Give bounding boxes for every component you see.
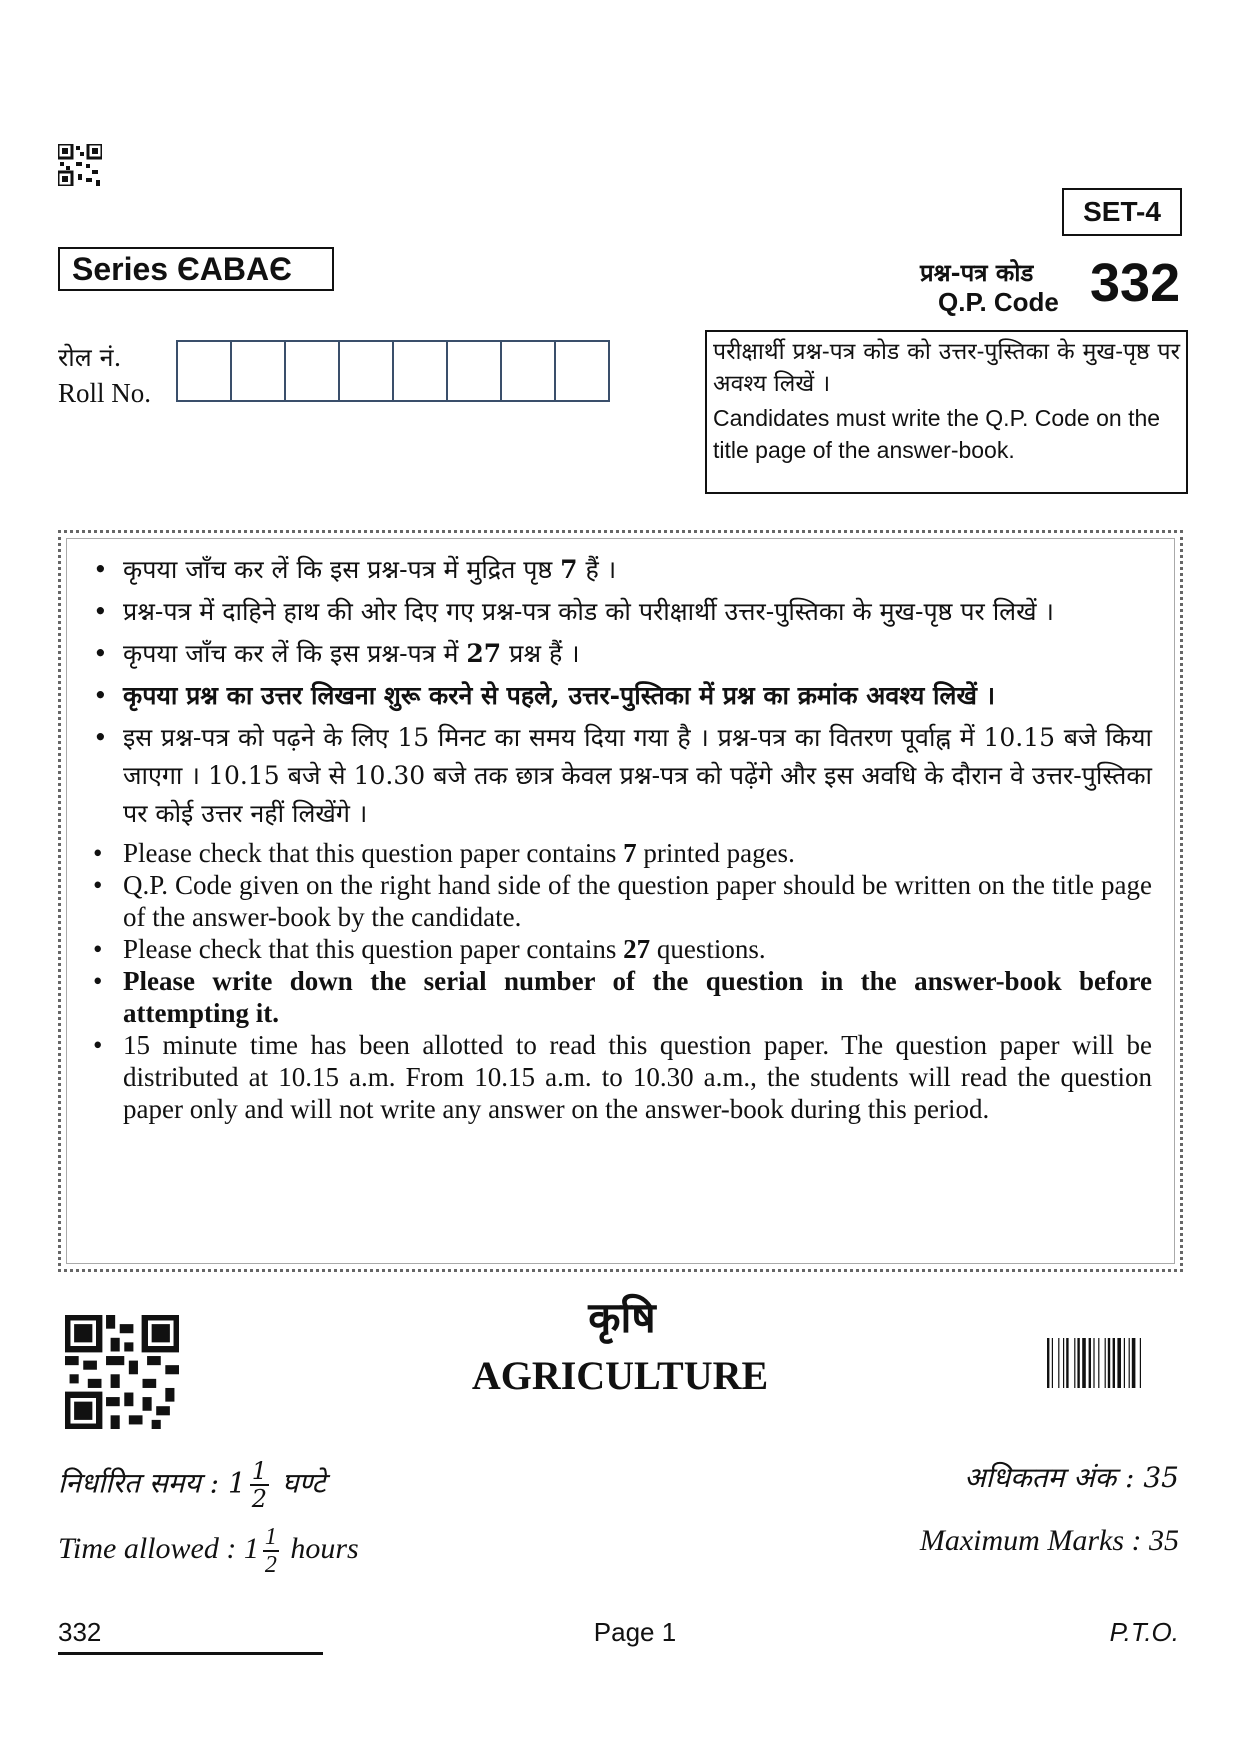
en-instruction-item xyxy=(87,869,1152,933)
barcode-bar xyxy=(1082,1338,1086,1388)
barcode-bar xyxy=(1129,1338,1130,1388)
barcode-bar xyxy=(1108,1338,1110,1388)
hi-instruction-text: 7 xyxy=(560,555,578,584)
subject-title-hindi: कृषि xyxy=(588,1293,656,1342)
hi-instruction-item xyxy=(87,551,1152,589)
roll-number-box[interactable] xyxy=(500,340,556,402)
barcode-bar xyxy=(1093,1338,1094,1388)
qp-code-number: 332 xyxy=(1090,253,1181,313)
en-instruction-item xyxy=(87,1029,1152,1125)
barcode-bar xyxy=(1098,1338,1099,1388)
qp-code-label-english: Q.P. Code xyxy=(938,287,1059,317)
hi-instruction-text: हैं । xyxy=(577,555,617,584)
qr-code-icon xyxy=(65,1315,179,1429)
hi-instruction-text: इस प्रश्न-पत्र को पढ़ने के लिए 15 मिनट का समय दिया गया है । प्रश्न-पत्र का वितरण पूर्वाह्न में 10.15 बजे किया जाएगा । 10.15 बजे से 10.30 बजे तक छात्र केवल प्रश्न-पत्र को पढ़ेंगे और इस अवधि के दौरान वे उत्तर-पुस्तिका पर कोई उत्तर नहीं लिखेंगे । xyxy=(123,723,1152,828)
roll-number-box[interactable] xyxy=(554,340,610,402)
en-instruction-text: questions. xyxy=(650,934,766,964)
time-label-hindi: निर्धारित समय : 1 xyxy=(58,1466,246,1500)
barcode-bar xyxy=(1105,1338,1106,1388)
hi-instruction-item xyxy=(87,593,1152,631)
footer-qp-code: 332 xyxy=(58,1617,102,1647)
roll-number-box[interactable] xyxy=(284,340,340,402)
en-instruction-text: Q.P. Code given on the right hand side of the question paper should be written on the title page of the answer-book by the candidate. xyxy=(123,870,1152,932)
barcode-bar xyxy=(1058,1338,1059,1388)
barcode-bar xyxy=(1052,1338,1053,1388)
en-instruction-item xyxy=(87,933,1152,965)
barcode-bar xyxy=(1089,1338,1091,1388)
hi-instruction-item xyxy=(87,719,1152,833)
roll-number-box[interactable] xyxy=(392,340,448,402)
barcode-bar xyxy=(1132,1338,1136,1388)
hi-instruction-text: कृपया प्रश्न का उत्तर लिखना शुरू करने से पहले, उत्तर-पुस्तिका में प्रश्न का क्रमांक अवश्य लिखें । xyxy=(123,681,996,710)
en-instruction-text: Please check that this question paper contains xyxy=(123,934,624,964)
roll-number-label-hindi: रोल नं. xyxy=(58,343,122,372)
barcode-bar xyxy=(1140,1338,1141,1388)
barcode-bar xyxy=(1074,1338,1075,1388)
set-number-box: SET-4 xyxy=(1062,188,1182,236)
barcode-bar xyxy=(1117,1338,1121,1388)
barcode-bar xyxy=(1066,1338,1068,1388)
barcode-bar xyxy=(1047,1338,1049,1388)
fraction-numerator: 1 xyxy=(251,1457,268,1485)
qp-code-label-hindi: प्रश्न-पत्र कोड xyxy=(920,258,1034,287)
en-instruction-item xyxy=(87,837,1152,869)
time-unit-english: hours xyxy=(290,1531,359,1565)
qp-code-instruction-english: Candidates must write the Q.P. Code on the title page of the answer-book. xyxy=(713,405,1161,463)
en-instruction-text: Please write down the serial number of the question in the answer-book before attempting it. xyxy=(123,966,1152,1028)
barcode-icon xyxy=(1047,1338,1171,1388)
roll-number-boxes xyxy=(178,340,610,402)
time-label-english: Time allowed : 1 xyxy=(58,1531,259,1565)
please-turn-over: P.T.O. xyxy=(1109,1617,1179,1647)
footer-rule xyxy=(58,1652,323,1655)
maximum-marks-hindi: अधिकतम अंक : 35 xyxy=(964,1461,1179,1494)
qp-code-instruction-hindi: परीक्षार्थी प्रश्न-पत्र कोड को उत्तर-पुस्तिका के मुख-पृष्ठ पर अवश्य लिखें । xyxy=(713,339,1180,397)
en-instruction-text: 15 minute time has been allotted to read this question paper. The question paper will be distributed at 10.15 a.m. From 10.15 a.m. to 10.30 a.m., the students will read the question paper only and will not write any answer on the answer-book during this period. xyxy=(123,1030,1152,1124)
fraction-numerator: 1 xyxy=(264,1524,277,1550)
time-fraction-hindi xyxy=(250,1458,269,1512)
maximum-marks-english: Maximum Marks : 35 xyxy=(919,1524,1179,1557)
hi-instruction-text: प्रश्न-पत्र में दाहिने हाथ की ओर दिए गए प्रश्न-पत्र कोड को परीक्षार्थी उत्तर-पुस्तिका के मुख-पृष्ठ पर लिखें । xyxy=(123,597,1054,626)
hi-instruction-item xyxy=(87,635,1152,673)
time-unit-hindi: घण्टे xyxy=(281,1466,326,1500)
en-instruction-text: 7 xyxy=(623,838,637,868)
hi-instruction-text: कृपया जाँच कर लें कि इस प्रश्न-पत्र में xyxy=(123,639,467,668)
en-instruction-item xyxy=(87,965,1152,1029)
hi-instruction-item xyxy=(87,677,1152,715)
fraction-denominator: 2 xyxy=(251,1485,268,1513)
subject-title-english: AGRICULTURE xyxy=(471,1353,769,1398)
instructions-list xyxy=(87,551,1152,1125)
general-instructions-box xyxy=(58,530,1183,1272)
roll-number-box[interactable] xyxy=(446,340,502,402)
page-number: Page 1 xyxy=(593,1617,677,1647)
roll-number-box[interactable] xyxy=(338,340,394,402)
barcode-bar xyxy=(1077,1338,1079,1388)
roll-number-label-english: Roll No. xyxy=(58,378,152,408)
barcode-bar xyxy=(1063,1338,1064,1388)
hi-instruction-text: कृपया जाँच कर लें कि इस प्रश्न-पत्र में मुद्रित पृष्ठ xyxy=(123,555,561,584)
hi-instruction-text: 27 xyxy=(466,639,502,668)
hi-instruction-text: प्रश्न हैं । xyxy=(501,639,580,668)
fraction-denominator: 2 xyxy=(264,1552,277,1578)
time-allowed-english xyxy=(58,1524,359,1578)
en-instruction-text: Please check that this question paper contains xyxy=(123,838,624,868)
time-allowed-hindi xyxy=(58,1458,326,1512)
roll-number-box[interactable] xyxy=(176,340,232,402)
small-qr-code-icon xyxy=(58,144,102,186)
roll-number-box[interactable] xyxy=(230,340,286,402)
barcode-bar xyxy=(1124,1338,1125,1388)
barcode-bar xyxy=(1113,1338,1115,1388)
time-fraction-english xyxy=(263,1524,279,1578)
en-instruction-text: printed pages. xyxy=(636,838,795,868)
series-label-box: Series ЄABAЄ xyxy=(58,247,334,291)
en-instruction-text: 27 xyxy=(623,934,651,964)
qp-code-instruction-box xyxy=(705,330,1188,494)
